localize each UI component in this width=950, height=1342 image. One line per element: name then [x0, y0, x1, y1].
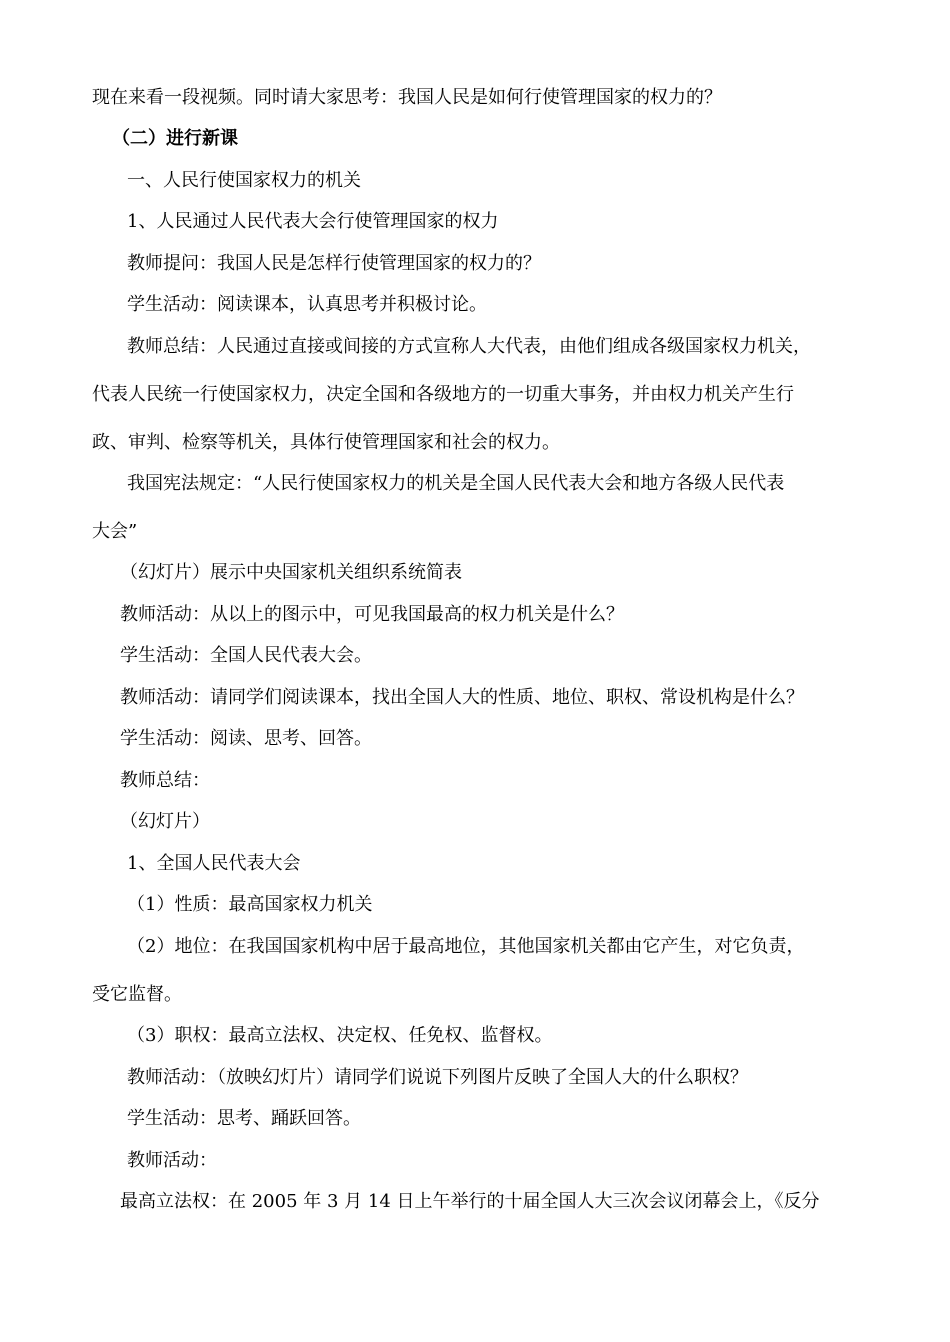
paragraph-line: （2）地位：在我国国家机构中居于最高地位，其他国家机关都由它产生，对它负责， [127, 936, 805, 957]
paragraph-line: 学生活动：阅读、思考、回答。 [120, 728, 372, 749]
paragraph-line: 现在来看一段视频。同时请大家思考：我国人民是如何行使管理国家的权力的？ [92, 87, 722, 108]
paragraph-line: 教师总结： [120, 770, 210, 791]
paragraph-line: 最高立法权：在 2005 年 3 月 14 日上午举行的十届全国人大三次会议闭幕会上，《反分 [120, 1191, 820, 1212]
paragraph-line: 教师活动：请同学们阅读课本，找出全国人大的性质、地位、职权、常设机构是什么？ [120, 687, 804, 708]
paragraph-line: 我国宪法规定：“人民行使国家权力的机关是全国人民代表大会和地方各级人民代表 [127, 473, 785, 494]
paragraph-line: 学生活动：全国人民代表大会。 [120, 645, 372, 666]
paragraph-line: 政、审判、检察等机关，具体行使管理国家和社会的权力。 [92, 432, 560, 453]
paragraph-line: 教师活动：从以上的图示中，可见我国最高的权力机关是什么？ [120, 604, 624, 625]
paragraph-line: 教师活动：（放映幻灯片）请同学们说说下列图片反映了全国人大的什么职权？ [127, 1067, 748, 1088]
paragraph-line: 1、全国人民代表大会 [127, 853, 301, 874]
paragraph-line: 教师提问：我国人民是怎样行使管理国家的权力的？ [127, 253, 541, 274]
paragraph-line: 大会” [92, 521, 138, 542]
paragraph-line: 1、人民通过人民代表大会行使管理国家的权力 [127, 211, 499, 232]
paragraph-line: 代表人民统一行使国家权力，决定全国和各级地方的一切重大事务，并由权力机关产生行 [92, 384, 794, 405]
paragraph-line: （1）性质：最高国家权力机关 [127, 894, 373, 915]
subsection-heading: 一、人民行使国家权力的机关 [127, 170, 361, 191]
paragraph-line: （幻灯片） [120, 811, 210, 832]
paragraph-line: 学生活动：思考、踊跃回答。 [127, 1108, 361, 1129]
paragraph-line: （3）职权：最高立法权、决定权、任免权、监督权。 [127, 1025, 553, 1046]
paragraph-line: 学生活动：阅读课本，认真思考并积极讨论。 [127, 294, 487, 315]
paragraph-line: 教师活动： [127, 1150, 217, 1171]
paragraph-line: 受它监督。 [92, 984, 182, 1005]
section-heading: （二）进行新课 [112, 128, 238, 149]
paragraph-line: （幻灯片）展示中央国家机关组织系统简表 [120, 562, 462, 583]
paragraph-line: 教师总结：人民通过直接或间接的方式宣称人大代表，由他们组成各级国家权力机关， [127, 336, 811, 357]
